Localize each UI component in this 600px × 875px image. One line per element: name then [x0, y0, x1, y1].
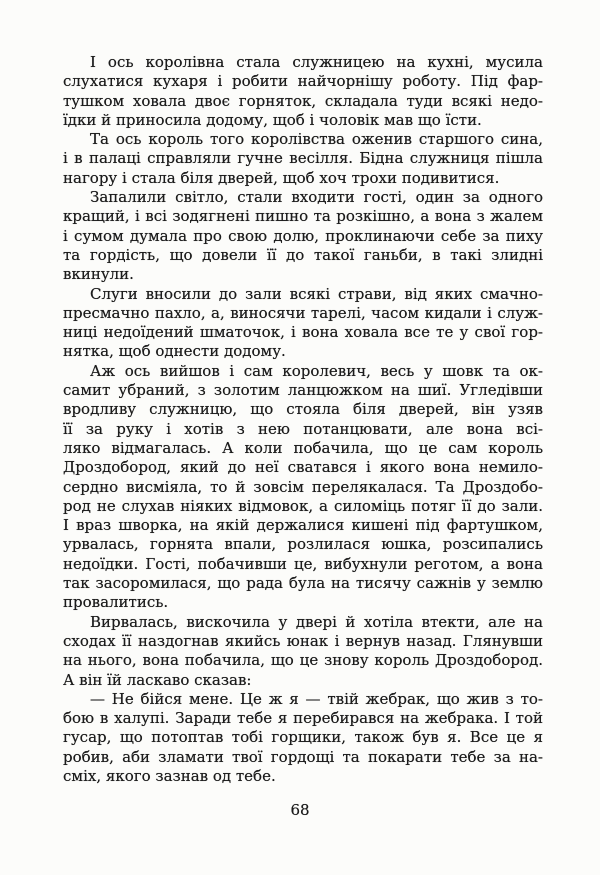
- page-number: 68: [290, 801, 310, 819]
- text-line: і сумом думала про свою долю, проклинаючи себе за пиху: [63, 226, 543, 245]
- text-line: І враз шворка, на якій держалися кишені під фартушком,: [63, 516, 543, 535]
- text-line: урвалась, горнята впали, розлилася юшка, розсипались: [63, 535, 543, 554]
- text-line: І ось королівна стала служницею на кухні, мусила: [90, 53, 543, 71]
- text-line: нятка, щоб однести додому.: [63, 342, 286, 361]
- text-line: сходах її наздогнав якийсь юнак і вернув назад. Глянувши: [63, 631, 543, 650]
- text-line: — Не бійся мене. Це ж я — твій жебрак, що жив з то-: [90, 689, 543, 708]
- text-line: сердно висміяла, то й зовсім перелякалася. Та Дроздобо-: [63, 477, 543, 496]
- text-line: недоїдки. Гості, побачивши це, вибухнули реготом, а вона: [63, 554, 543, 573]
- text-line: Та ось король того королівства оженив старшого сина,: [90, 130, 543, 149]
- text-line: робив, аби зламати твої гордощі та покарати тебе за на-: [63, 747, 543, 766]
- text-line: гусар, що потоптав тобі горщики, також був я. Все це я: [63, 728, 543, 747]
- text-line: сміх, якого зазнав од тебе.: [63, 766, 276, 785]
- text-line: її за руку і хотів з нею потанцювати, але вона всі-: [63, 419, 543, 438]
- text-line: так засоромилася, що рада була на тисячу сажнів у землю: [63, 574, 543, 593]
- text-line: Слуги вносили до зали всякі страви, від яких смачно-: [90, 284, 543, 303]
- text-line: Дроздобород, який до неї сватався і якого вона немило-: [63, 458, 543, 477]
- text-line: Запалили світло, стали входити гості, один за одного: [90, 188, 543, 207]
- text-line: Вирвалась, вискочила у двері й хотіла втекти, але на: [90, 612, 543, 631]
- text-line: вкинули.: [63, 265, 134, 284]
- text-line: тушком ховала двоє горняток, складала туди всякі недо-: [63, 91, 543, 110]
- text-line: і в палаці справляли гучне весілля. Бідна служниця пішла: [63, 149, 543, 168]
- paragraph: [63, 285, 543, 362]
- text-line: нагору і стала біля дверей, щоб хоч трохи подивитися.: [63, 168, 500, 187]
- text-line: род не слухав ніяких відмовок, а силоміць потяг її до зали.: [63, 496, 543, 515]
- text-line: слухатися кухаря і робити найчорнішу роботу. Під фар-: [63, 72, 543, 91]
- text-line: А він їй ласкаво сказав:: [63, 670, 252, 689]
- page-text: [63, 53, 543, 786]
- text-line: їдки й приносила додому, щоб і чоловік мав що їсти.: [63, 110, 482, 129]
- text-line: самит убраний, з золотим ланцюжком на шиї. Угледівши: [63, 381, 543, 400]
- text-line: провалитись.: [63, 593, 169, 612]
- paragraph: [63, 130, 543, 188]
- text-line: кращий, і всі зодягнені пишно та розкішно, а вона з жалем: [63, 207, 543, 226]
- text-line: бою в халупі. Заради тебе я перебирався на жебрака. І той: [63, 709, 543, 728]
- text-line: Аж ось вийшов і сам королевич, весь у шовк та ок-: [90, 361, 543, 380]
- paragraph: [63, 188, 543, 284]
- paragraph: [63, 690, 543, 786]
- text-line: пресмачно пахло, а, виносячи тарелі, часом кидали і служ-: [63, 303, 543, 322]
- paragraph: [63, 53, 543, 130]
- text-line: та гордість, що довели її до такої ганьби, в такі злидні: [63, 245, 543, 264]
- text-line: ляко відмагалась. А коли побачила, що це сам король: [63, 438, 543, 457]
- paragraph: [63, 613, 543, 690]
- text-line: на нього, вона побачила, що це знову король Дроздобород.: [63, 651, 543, 670]
- text-line: ниці недоїдений шматочок, і вона ховала все те у свої гор-: [63, 323, 543, 342]
- paragraph: [63, 362, 543, 613]
- text-line: вродливу служницю, що стояла біля дверей, він узяв: [63, 400, 543, 419]
